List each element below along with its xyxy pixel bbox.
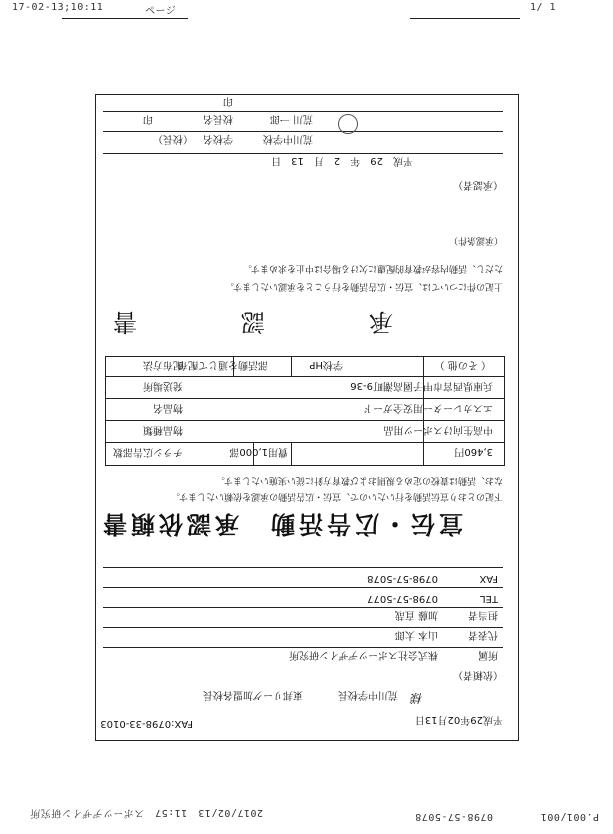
fax-footer-left: 17-02-13;10:11 (12, 2, 104, 13)
request-recipient: 東邦リーグ加盟各校長 (203, 689, 303, 700)
table-row4-label: 発送場所 (143, 380, 183, 391)
sender-value-5: 0798-57-5078 (367, 573, 438, 584)
request-body-1: 下記のとおり宣伝活動を行いたいので、宣伝・広告活動の承認を依頼いたします。 (170, 491, 503, 501)
table-row1-value: 1,000部 (229, 446, 268, 457)
table-row5-label: 配布方法 (143, 359, 183, 370)
approval-note: （承認条件） (448, 235, 503, 245)
approval-row1-sub: （校長） (153, 133, 193, 144)
sender-value-4: 0798-57-5077 (367, 593, 438, 604)
table-row5-value: 部活動を通じて配布 (178, 359, 268, 370)
approval-date: 平成 29 年 2 月 13 日 (271, 155, 413, 166)
request-honorific: 様 (410, 691, 423, 705)
request-fax-to: FAX:0798-33-0103 (100, 718, 193, 729)
seal-stamp (338, 114, 358, 134)
sender-value-1: 株式会社スポーツデザイン研究所 (289, 649, 438, 660)
approval-title: 承 認 書 (73, 308, 393, 336)
table-row3-value: エスカレーター用安全ガード (363, 402, 493, 413)
table-row1-label: チラシ広告部数 (113, 446, 183, 457)
fax-header-number: 0798-57-5078 (414, 811, 493, 822)
approval-row1-label: 学校名 (203, 133, 233, 144)
sender-value-2: 山本 太郎 (394, 629, 438, 640)
fax-header-date: 2017/02/13 11:57 スポーツデザイン研究所 (29, 807, 263, 818)
sender-label-1: 所属 (478, 649, 498, 660)
sender-label-4: TEL (480, 593, 498, 604)
approval-row2-label: 校長名 (203, 113, 233, 124)
table-row3-label: 物品名 (153, 402, 183, 413)
request-body-2: なお、活動は貴校の定める規則および教育方針に従い実施いたします。 (215, 475, 503, 485)
sender-value-3: 加藤 直哉 (394, 609, 438, 620)
fax-header-page: P.001/001 (540, 811, 599, 822)
approval-row3-label: 印 (223, 95, 233, 106)
table-row5-extra-value: （ その他 ） (434, 359, 491, 370)
request-sender-label: （依頼者） (453, 669, 503, 680)
fax-footer-center: ページ (145, 6, 177, 17)
approval-row3-value: 印 (143, 113, 153, 124)
sender-label-3: 担当者 (468, 609, 498, 620)
table-row5-extra-label: 学校HP (309, 359, 343, 370)
table-row1-extra-label: 費用 (268, 446, 288, 457)
request-date: 平成29年02月13日 (414, 714, 503, 725)
sender-label-2: 代表者 (468, 629, 498, 640)
approval-body-2: ただし、活動内容が教育的配慮に欠ける場合は中止を求めます。 (242, 263, 503, 273)
request-title: 宣伝・広告活動 承認依頼書 (99, 510, 463, 539)
table-row2-label: 物品種類 (143, 424, 183, 435)
sender-label-5: FAX (479, 573, 498, 584)
table-row1-extra-value: 3,460円 (454, 446, 493, 457)
approval-body-1: 上記の件については、宣伝・広告活動を行うことを承認いたします。 (224, 281, 503, 291)
fax-footer-page: 1/ 1 (530, 2, 557, 13)
request-recipient-sub: 荒川中学校長 (338, 689, 398, 700)
approval-approver-label: （承認者） (453, 179, 503, 190)
approval-row2-value: 荒川 一郎 (269, 113, 313, 124)
table-row2-value: 中高生向けスポーツ用品 (383, 424, 493, 435)
table-row4-value: 兵庫県西宮市甲子園高潮町9-36 (350, 380, 493, 391)
approval-row1-value: 荒川中学校 (263, 133, 313, 144)
